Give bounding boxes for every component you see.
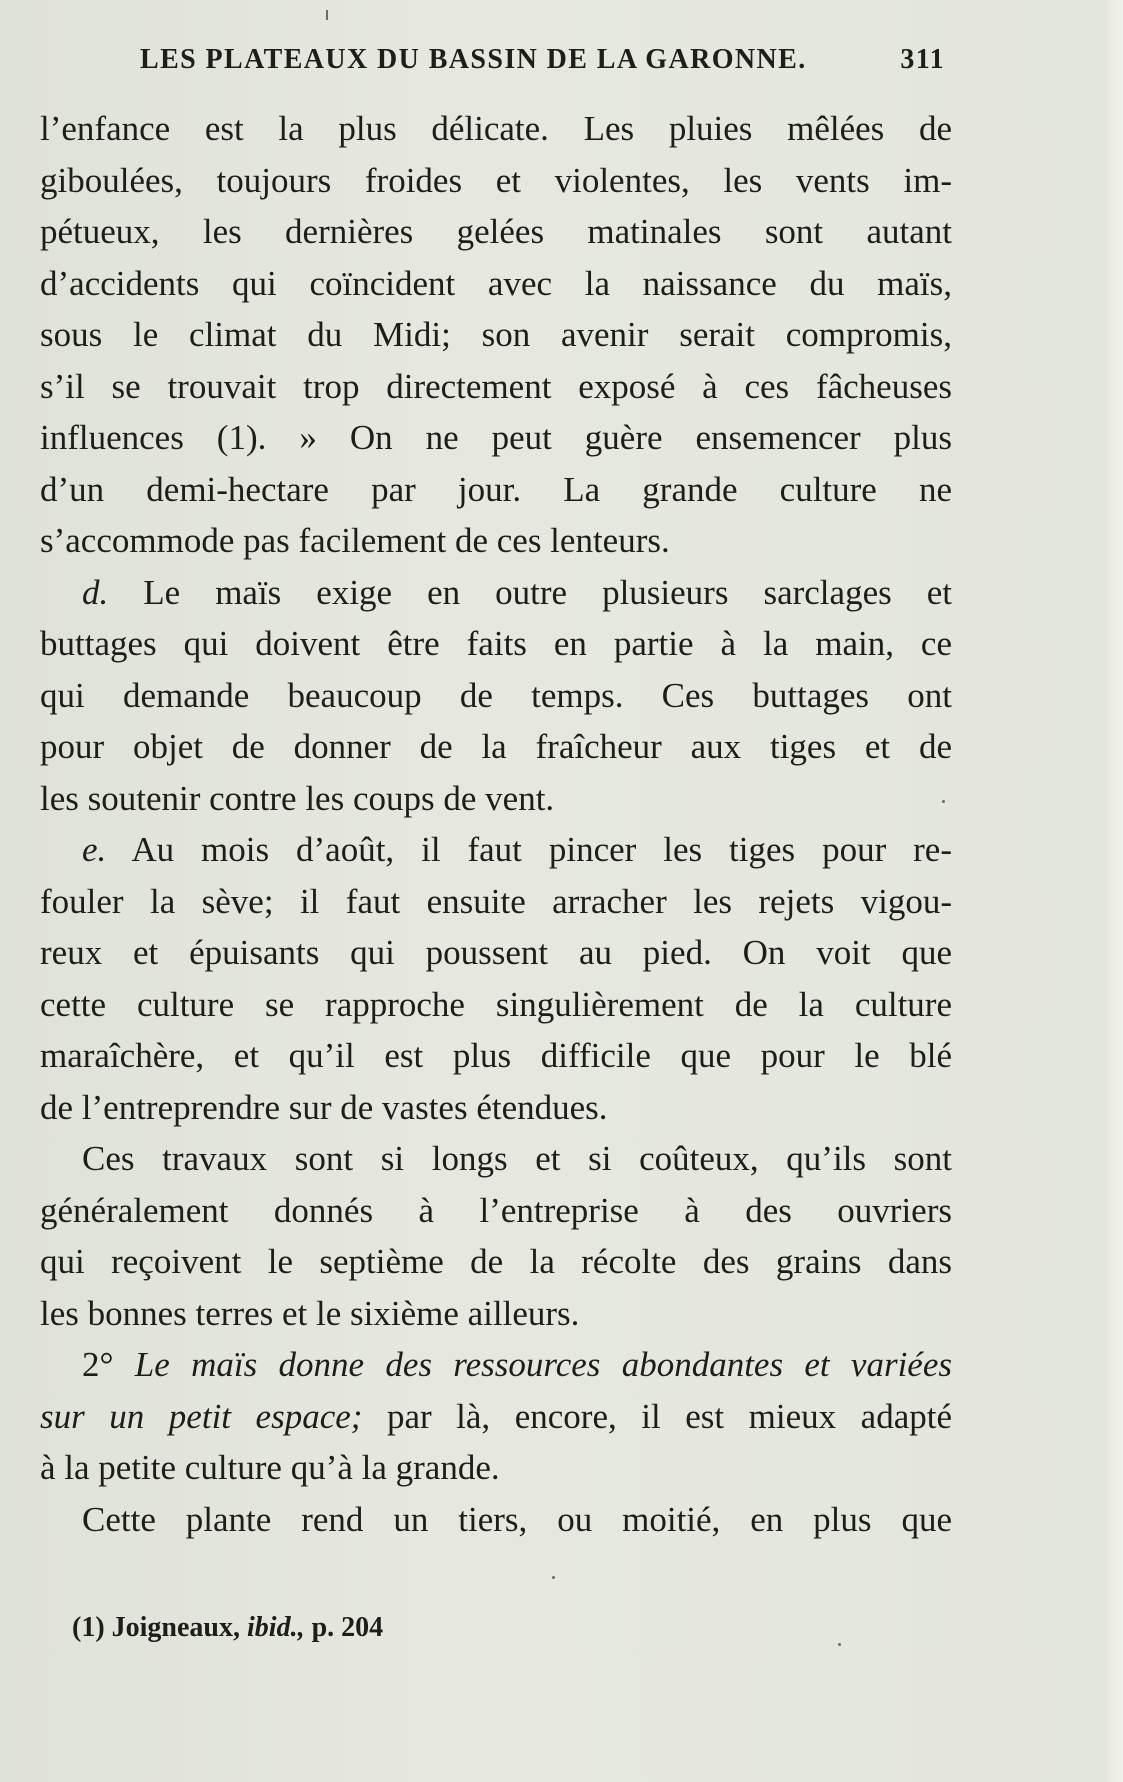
text-span: par là, encore, il est mieux adapté [386, 1396, 952, 1436]
text-line: buttages qui doivent être faits en partie à la main, ce [40, 624, 952, 663]
text-line: l’enfance est la plus délicate. Les pluies mêlées de [40, 109, 952, 148]
text-line: qui demande beaucoup de temps. Ces buttages ont [40, 675, 952, 715]
text-line: de l’entreprendre sur de vastes étendues. [40, 1087, 608, 1127]
body-text [40, 103, 952, 1545]
paper-mark [326, 10, 328, 20]
footnote-ibid: ibid., [247, 1612, 305, 1643]
text-line: qui reçoivent le septième de la récolte des grains dans [40, 1242, 952, 1281]
footnote-marker: (1) [72, 1612, 105, 1643]
text-line: Ces travaux sont si longs et si coûteux, qu’ils sont [82, 1139, 952, 1178]
text-line: sous le climat du Midi; son avenir serait compromis, [40, 315, 952, 354]
text-span: Au mois d’août, il faut pincer les tiges pour re- [131, 830, 952, 869]
paper-speck [942, 800, 945, 803]
text-line: Cette plante rend un tiers, ou moitié, en plus que [82, 1499, 952, 1539]
text-line: cette culture se rapproche singulièrement de la culture [40, 984, 952, 1024]
paragraph-e-first-line [40, 824, 952, 876]
running-header [140, 40, 945, 80]
list-marker-e: e. [82, 830, 107, 869]
paper-speck [552, 1576, 555, 1579]
paper-speck [838, 1643, 841, 1646]
italic-span: Le maïs donne des ressources abondantes et variées [134, 1345, 952, 1384]
running-title: LES PLATEAUX DU BASSIN DE LA GARONNE. [140, 44, 807, 75]
footnote-page: p. 204 [311, 1612, 384, 1643]
text-line: giboulées, toujours froides et violentes, les vents im- [40, 160, 952, 200]
text-line: pétueux, les dernières gelées matinales sont autant [40, 212, 952, 251]
paragraph-d-first-line [40, 567, 952, 619]
text-line: à la petite culture qu’à la grande. [40, 1448, 500, 1487]
text-line: fouler la sève; il faut ensuite arracher les rejets vigou- [40, 881, 952, 921]
text-line: reux et épuisants qui poussent au pied. On voit que [40, 933, 952, 972]
list-marker-d: d. [82, 572, 109, 612]
footnote [72, 1612, 383, 1644]
text-line: les bonnes terres et le sixième ailleurs. [40, 1293, 580, 1333]
text-line: d’un demi-hectare par jour. La grande culture ne [40, 469, 952, 509]
section-2-first-line [40, 1339, 952, 1391]
page-number: 311 [900, 44, 945, 75]
text-line: les soutenir contre les coups de vent. [40, 778, 555, 818]
text-span: Le maïs exige en outre plusieurs sarclages et [143, 572, 952, 612]
text-line: pour objet de donner de la fraîcheur aux tiges et de [40, 727, 952, 766]
text-line: s’il se trouvait trop directement exposé à ces fâcheuses [40, 366, 952, 406]
text-line [40, 1391, 952, 1443]
text-line: s’accommode pas facilement de ces lenteurs. [40, 521, 670, 560]
text-line: d’accidents qui coïncident avec la naissance du maïs, [40, 263, 952, 303]
text-line: généralement donnés à l’entreprise à des ouvriers [40, 1190, 952, 1230]
page-edge [1105, 0, 1123, 1782]
section-number: 2° [82, 1345, 114, 1384]
text-line: maraîchère, et qu’il est plus difficile que pour le blé [40, 1036, 952, 1075]
text-line: influences (1). » On ne peut guère ensemencer plus [40, 418, 952, 457]
italic-span: sur un petit espace; [40, 1396, 363, 1436]
footnote-author: Joigneaux, [111, 1612, 241, 1643]
